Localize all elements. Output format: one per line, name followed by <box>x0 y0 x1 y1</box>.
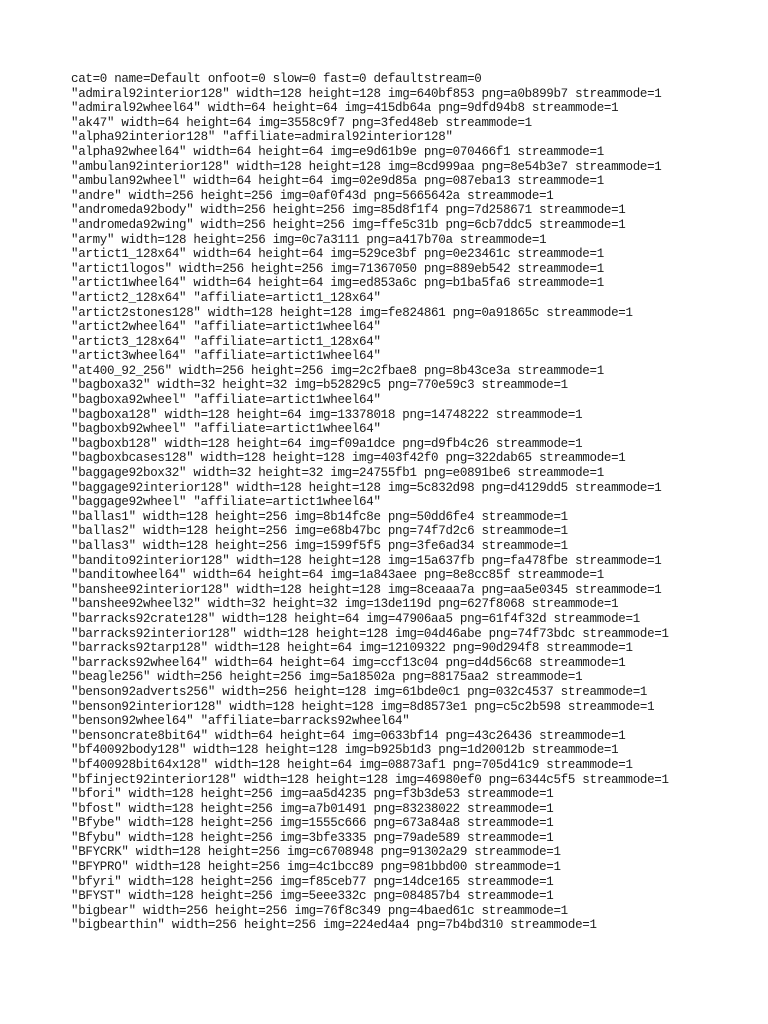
document-line: "BFYST" width=128 height=256 img=5eee332c png=084857b4 streammode=1 <box>71 889 554 904</box>
document-line: "benson92wheel64" "affiliate=barracks92wheel64" <box>71 714 410 729</box>
document-line: "Bfybu" width=128 height=256 img=3bfe3335 png=79ade589 streammode=1 <box>71 830 554 845</box>
document-line: "artict3wheel64" "affiliate=artict1wheel64" <box>71 349 381 364</box>
document-line: "beagle256" width=256 height=256 img=5a18502a png=88175aa2 streammode=1 <box>71 670 583 685</box>
document-line: "artict1wheel64" width=64 height=64 img=ed853a6c png=b1ba5fa6 streammode=1 <box>71 276 604 291</box>
document-line: "artict2wheel64" "affiliate=artict1wheel64" <box>71 320 381 335</box>
document-line: "ballas2" width=128 height=256 img=e68b47bc png=74f7d2c6 streammode=1 <box>71 524 568 539</box>
document-line: "ballas3" width=128 height=256 img=1599f5f5 png=3fe6ad34 streammode=1 <box>71 539 568 553</box>
document-line: "artict3_128x64" "affiliate=artict1_128x64" <box>71 334 381 349</box>
document-line: "bandito92interior128" width=128 height=128 img=15a637fb png=fa478fbe streammode=1 <box>71 553 662 568</box>
document-line: "barracks92interior128" width=128 height=128 img=04d46abe png=74f73bdc streammode=1 <box>71 626 669 641</box>
document-line: "benson92interior128" width=128 height=128 img=8d8573e1 png=c5c2b598 streammode=1 <box>71 699 655 714</box>
document-line: "admiral92wheel64" width=64 height=64 img=415db64a png=9dfd94b8 streammode=1 <box>71 101 619 116</box>
document-line: "artict2stones128" width=128 height=128 img=fe824861 png=0a91865c streammode=1 <box>71 305 633 320</box>
document-line: "baggage92interior128" width=128 height=128 img=5c832d98 png=d4129dd5 streammode=1 <box>71 480 662 495</box>
document-line: "bagboxb128" width=128 height=64 img=f09a1dce png=d9fb4c26 streammode=1 <box>71 436 583 451</box>
document-line: "banditowheel64" width=64 height=64 img=1a843aee png=8e8cc85f streammode=1 <box>71 568 604 583</box>
document-line: "barracks92tarp128" width=128 height=64 img=12109322 png=90d294f8 streammode=1 <box>71 641 633 656</box>
document-line: "barracks92wheel64" width=64 height=64 img=ccf13c04 png=d4d56c68 streammode=1 <box>71 655 626 670</box>
document-line: "bensoncrate8bit64" width=64 height=64 img=0633bf14 png=43c26436 streammode=1 <box>71 728 626 743</box>
document-line: "bfori" width=128 height=256 img=aa5d4235 png=f3b3de53 streammode=1 <box>71 787 554 802</box>
document-line: "bagboxa32" width=32 height=32 img=b52829c5 png=770e59c3 streammode=1 <box>71 378 568 393</box>
document-line: "bagboxb92wheel" "affiliate=artict1wheel64" <box>71 422 381 437</box>
document-line: "ak47" width=64 height=64 img=3558c9f7 png=3fed48eb streammode=1 <box>71 115 532 130</box>
document-line: "bagboxa128" width=128 height=64 img=13378018 png=14748222 streammode=1 <box>71 407 583 422</box>
document-line: "andromeda92wing" width=256 height=256 img=ffe5c31b png=6cb7ddc5 streammode=1 <box>71 217 626 232</box>
document-line: "banshee92wheel32" width=32 height=32 img=13de119d png=627f8068 streammode=1 <box>71 597 619 612</box>
document-line: "benson92adverts256" width=256 height=128 img=61bde0c1 png=032c4537 streammode=1 <box>71 684 648 699</box>
document-line: "artict2_128x64" "affiliate=artict1_128x64" <box>71 290 381 305</box>
document-line: "BFYPRO" width=128 height=256 img=4c1bcc89 png=981bbd00 streammode=1 <box>71 860 561 875</box>
document-line: "alpha92wheel64" width=64 height=64 img=e9d61b9e png=070466f1 streammode=1 <box>71 144 604 159</box>
document-line: "baggage92box32" width=32 height=32 img=24755fb1 png=e0891be6 streammode=1 <box>71 466 604 481</box>
document-line: "ambulan92interior128" width=128 height=128 img=8cd999aa png=8e54b3e7 streammode=1 <box>71 159 662 174</box>
document-line: "ballas1" width=128 height=256 img=8b14fc8e png=50dd6fe4 streammode=1 <box>71 509 568 524</box>
document-line: "andre" width=256 height=256 img=0af0f43d png=5665642a streammode=1 <box>71 188 554 203</box>
document-line: "admiral92interior128" width=128 height=128 img=640bf853 png=a0b899b7 streammode=1 <box>71 86 662 101</box>
document-line: "bagboxa92wheel" "affiliate=artict1wheel64" <box>71 393 381 408</box>
document-line: "banshee92interior128" width=128 height=128 img=8ceaaa7a png=aa5e0345 streammode=1 <box>71 582 662 597</box>
document-line: "at400_92_256" width=256 height=256 img=2c2fbae8 png=8b43ce3a streammode=1 <box>71 363 604 378</box>
document-text <box>71 72 761 933</box>
document-line: "army" width=128 height=256 img=0c7a3111 png=a417b70a streammode=1 <box>71 232 547 247</box>
document-line: "bf400928bit64x128" width=128 height=64 img=08873af1 png=705d41c9 streammode=1 <box>71 757 633 772</box>
document-line: "bigbear" width=256 height=256 img=76f8c349 png=4baed61c streammode=1 <box>71 903 568 918</box>
document-line: "bfost" width=128 height=256 img=a7b01491 png=83238022 streammode=1 <box>71 801 554 816</box>
document-line: "bagboxbcases128" width=128 height=128 img=403f42f0 png=322dab65 streammode=1 <box>71 451 626 466</box>
document-line: "bfinject92interior128" width=128 height=128 img=46980ef0 png=6344c5f5 streammode=1 <box>71 772 669 787</box>
document-line: "BFYCRK" width=128 height=256 img=c6708948 png=91302a29 streammode=1 <box>71 845 561 860</box>
document-line: "ambulan92wheel" width=64 height=64 img=02e9d85a png=087eba13 streammode=1 <box>71 174 604 189</box>
document-line: "Bfybe" width=128 height=256 img=1555c666 png=673a84a8 streammode=1 <box>71 816 554 831</box>
document-line: "bfyri" width=128 height=256 img=f85ceb77 png=14dce165 streammode=1 <box>71 874 554 889</box>
document-line: "artict1logos" width=256 height=256 img=71367050 png=889eb542 streammode=1 <box>71 261 604 276</box>
document-line: "barracks92crate128" width=128 height=64 img=47906aa5 png=61f4f32d streammode=1 <box>71 611 640 626</box>
header-line: cat=0 name=Default onfoot=0 slow=0 fast=0 defaultstream=0 <box>71 72 482 86</box>
document-line: "artict1_128x64" width=64 height=64 img=529ce3bf png=0e23461c streammode=1 <box>71 247 604 262</box>
document-line: "bf40092body128" width=128 height=128 img=b925b1d3 png=1d20012b streammode=1 <box>71 743 619 758</box>
document-line: "alpha92interior128" "affiliate=admiral92interior128" <box>71 130 453 145</box>
document-line: "baggage92wheel" "affiliate=artict1wheel64" <box>71 495 381 510</box>
document-line: "andromeda92body" width=256 height=256 img=85d8f1f4 png=7d258671 streammode=1 <box>71 203 626 218</box>
document-line: "bigbearthin" width=256 height=256 img=224ed4a4 png=7b4bd310 streammode=1 <box>71 918 597 933</box>
